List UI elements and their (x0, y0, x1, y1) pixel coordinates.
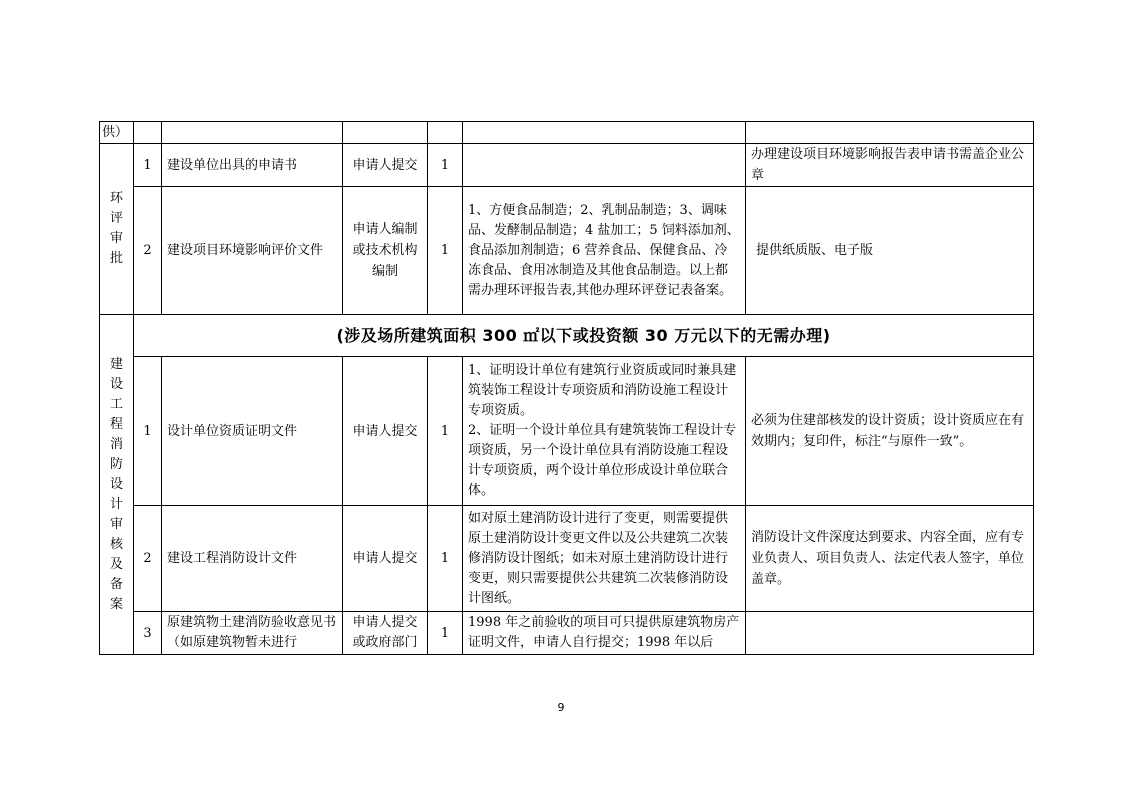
standard-cell (463, 122, 746, 144)
num-cell: 1 (134, 144, 162, 187)
material-cell: 建设工程消防设计文件 (162, 506, 343, 612)
table-row (100, 506, 1034, 612)
source-cell (343, 122, 428, 144)
material-cell (162, 122, 343, 144)
standard-cell: 1、方便食品制造；2、乳制品制造；3、调味品、发酵制品制造；4 盐加工；5 饲料添加剂、食品添加剂制造；6 营养食品、保健食品、冷冻食品、食用冰制造及其他食品制造。以上都需办理环评报告表,其他办理环评登记表备案。 (463, 187, 746, 315)
source-cell: 申请人编制或技术机构编制 (343, 187, 428, 315)
table-row (100, 187, 1034, 315)
standard-cell: 1998 年之前验收的项目可只提供原建筑物房产证明文件，申请人自行提交；1998 年以后 (463, 612, 746, 655)
copies-cell: 1 (428, 506, 463, 612)
table-row (100, 315, 1034, 357)
table-row (100, 144, 1034, 187)
table-row (100, 357, 1034, 506)
material-cell: 原建筑物土建消防验收意见书（如原建筑物暂未进行 (162, 612, 343, 655)
source-cell: 申请人提交或政府部门 (343, 612, 428, 655)
source-cell: 申请人提交 (343, 144, 428, 187)
num-cell: 2 (134, 187, 162, 315)
remark-cell: 消防设计文件深度达到要求、内容全面，应有专业负责人、项目负责人、法定代表人签字，单位盖章。 (746, 506, 1034, 612)
remark-cell: 提供纸质版、电子版 (746, 187, 1034, 315)
material-cell: 建设单位出具的申请书 (162, 144, 343, 187)
copies-cell (428, 122, 463, 144)
copies-cell: 1 (428, 357, 463, 506)
table-row (100, 612, 1034, 655)
category-cell-fire: 建设工程消防设计审核及备案 (100, 315, 134, 655)
remark-cell: 办理建设项目环境影响报告表申请书需盖企业公章 (746, 144, 1034, 187)
standard-cell (463, 144, 746, 187)
copies-cell: 1 (428, 612, 463, 655)
copies-cell: 1 (428, 144, 463, 187)
source-cell: 申请人提交 (343, 506, 428, 612)
standard-cell: 如对原土建消防设计进行了变更，则需要提供原土建消防设计变更文件以及公共建筑二次装修消防设计图纸；如未对原土建消防设计进行变更，则只需要提供公共建筑二次装修消防设计图纸。 (463, 506, 746, 612)
copies-cell: 1 (428, 187, 463, 315)
remark-cell (746, 612, 1034, 655)
standard-item-1: 1、证明设计单位有建筑行业资质或同时兼具建筑装饰工程设计专项资质和消防设施工程设计专项资质。 (468, 363, 737, 418)
requirements-table (99, 121, 1034, 655)
table-row (100, 122, 1034, 144)
remark-cell: 必须为住建部核发的设计资质；设计资质应在有效期内；复印件，标注“与原件一致”。 (746, 357, 1034, 506)
standard-cell (463, 357, 746, 506)
num-cell: 2 (134, 506, 162, 612)
remark-cell (746, 122, 1034, 144)
standard-item-2: 2、证明一个设计单位具有建筑装饰工程设计专项资质，另一个设计单位具有消防设施工程设计专项资质，两个设计单位形成设计单位联合体。 (468, 423, 737, 498)
material-cell: 设计单位资质证明文件 (162, 357, 343, 506)
category-cell-env: 环评审批 (100, 144, 134, 315)
page-number: 9 (557, 701, 565, 714)
num-cell (134, 122, 162, 144)
exemption-note: (涉及场所建筑面积 300 ㎡以下或投资额 30 万元以下的无需办理) (134, 315, 1034, 357)
num-cell: 1 (134, 357, 162, 506)
num-cell: 3 (134, 612, 162, 655)
source-cell: 申请人提交 (343, 357, 428, 506)
material-cell: 建设项目环境影响评价文件 (162, 187, 343, 315)
category-cell: 供） (100, 122, 134, 144)
